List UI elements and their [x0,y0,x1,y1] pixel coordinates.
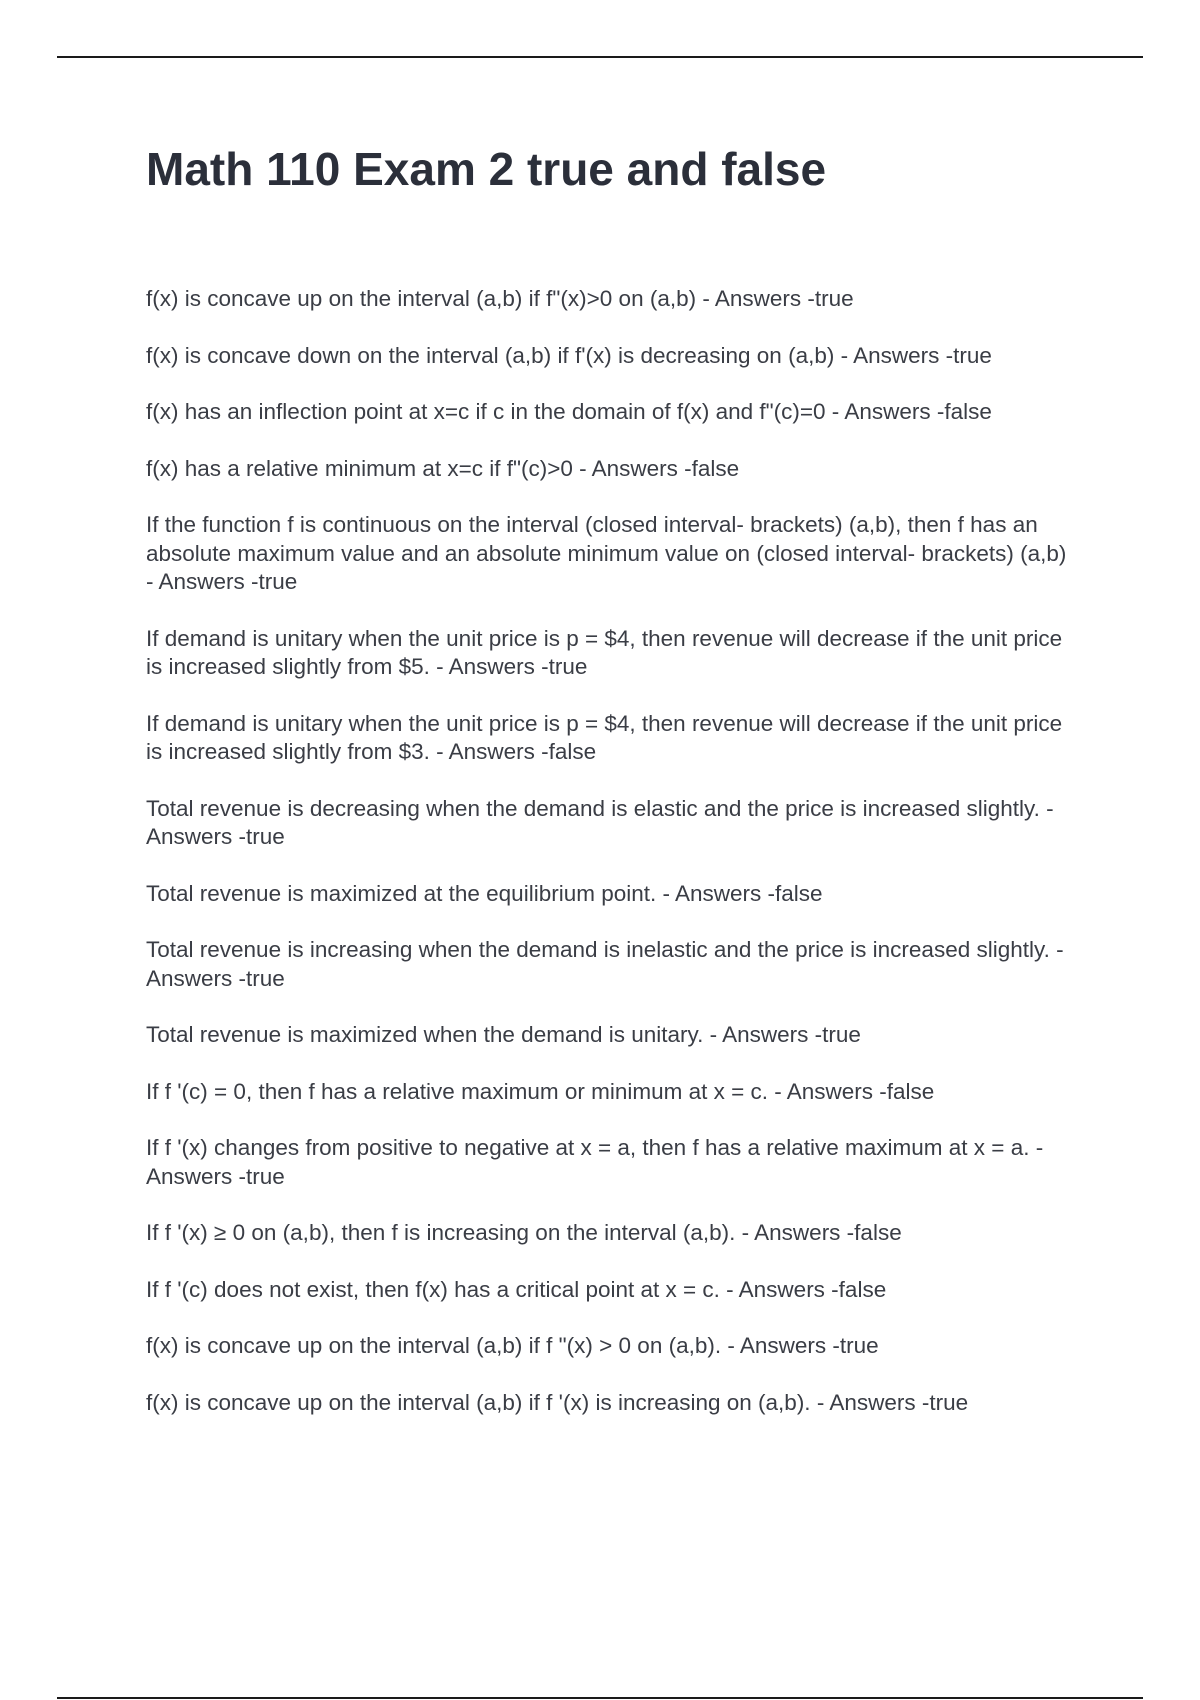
question-list [146,285,1076,1445]
bottom-divider [57,1697,1143,1699]
question-item: If demand is unitary when the unit price is p = $4, then revenue will decrease if the unit price is increased slightly from $5. - Answers -true [146,625,1063,679]
question-item: Total revenue is decreasing when the demand is elastic and the price is increased slightly. - Answers -true [146,795,1054,849]
question-item: If f '(x) changes from positive to negative at x = a, then f has a relative maximum at x = a. - Answers -true [146,1135,1044,1189]
question-item: f(x) is concave down on the interval (a,b) if f'(x) is decreasing on (a,b) - Answers -true [146,342,992,368]
question-item: If demand is unitary when the unit price is p = $4, then revenue will decrease if the unit price is increased slightly from $3. - Answers -false [146,710,1063,764]
top-divider [57,56,1143,58]
question-item: f(x) has an inflection point at x=c if c in the domain of f(x) and f"(c)=0 - Answers -false [146,399,992,424]
question-item: Total revenue is increasing when the demand is inelastic and the price is increased slightly. - Answers -true [146,937,1064,991]
question-item: f(x) has a relative minimum at x=c if f"(c)>0 - Answers -false [146,455,740,481]
question-item: Total revenue is maximized at the equilibrium point. - Answers -false [146,880,823,906]
question-item: f(x) is concave up on the interval (a,b) if f"(x)>0 on (a,b) - Answers -true [146,286,854,311]
question-item: f(x) is concave up on the interval (a,b) if f '(x) is increasing on (a,b). - Answers -true [146,1389,969,1415]
question-item: f(x) is concave up on the interval (a,b) if f "(x) > 0 on (a,b). - Answers -true [146,1333,879,1358]
page-title: Math 110 Exam 2 true and false [146,143,827,195]
question-item: If f '(x) ≥ 0 on (a,b), then f is increasing on the interval (a,b). - Answers -false [146,1220,902,1245]
question-item: If the function f is continuous on the interval (closed interval- brackets) (a,b), then f has an absolute maximum value and an absolute minimum value on (closed interval- brackets) (a,b) - Answers -true [146,512,1067,594]
question-item: If f '(c) = 0, then f has a relative maximum or minimum at x = c. - Answers -false [146,1078,935,1104]
question-item: If f '(c) does not exist, then f(x) has a critical point at x = c. - Answers -false [146,1276,887,1302]
question-item: Total revenue is maximized when the demand is unitary. - Answers -true [146,1022,861,1047]
